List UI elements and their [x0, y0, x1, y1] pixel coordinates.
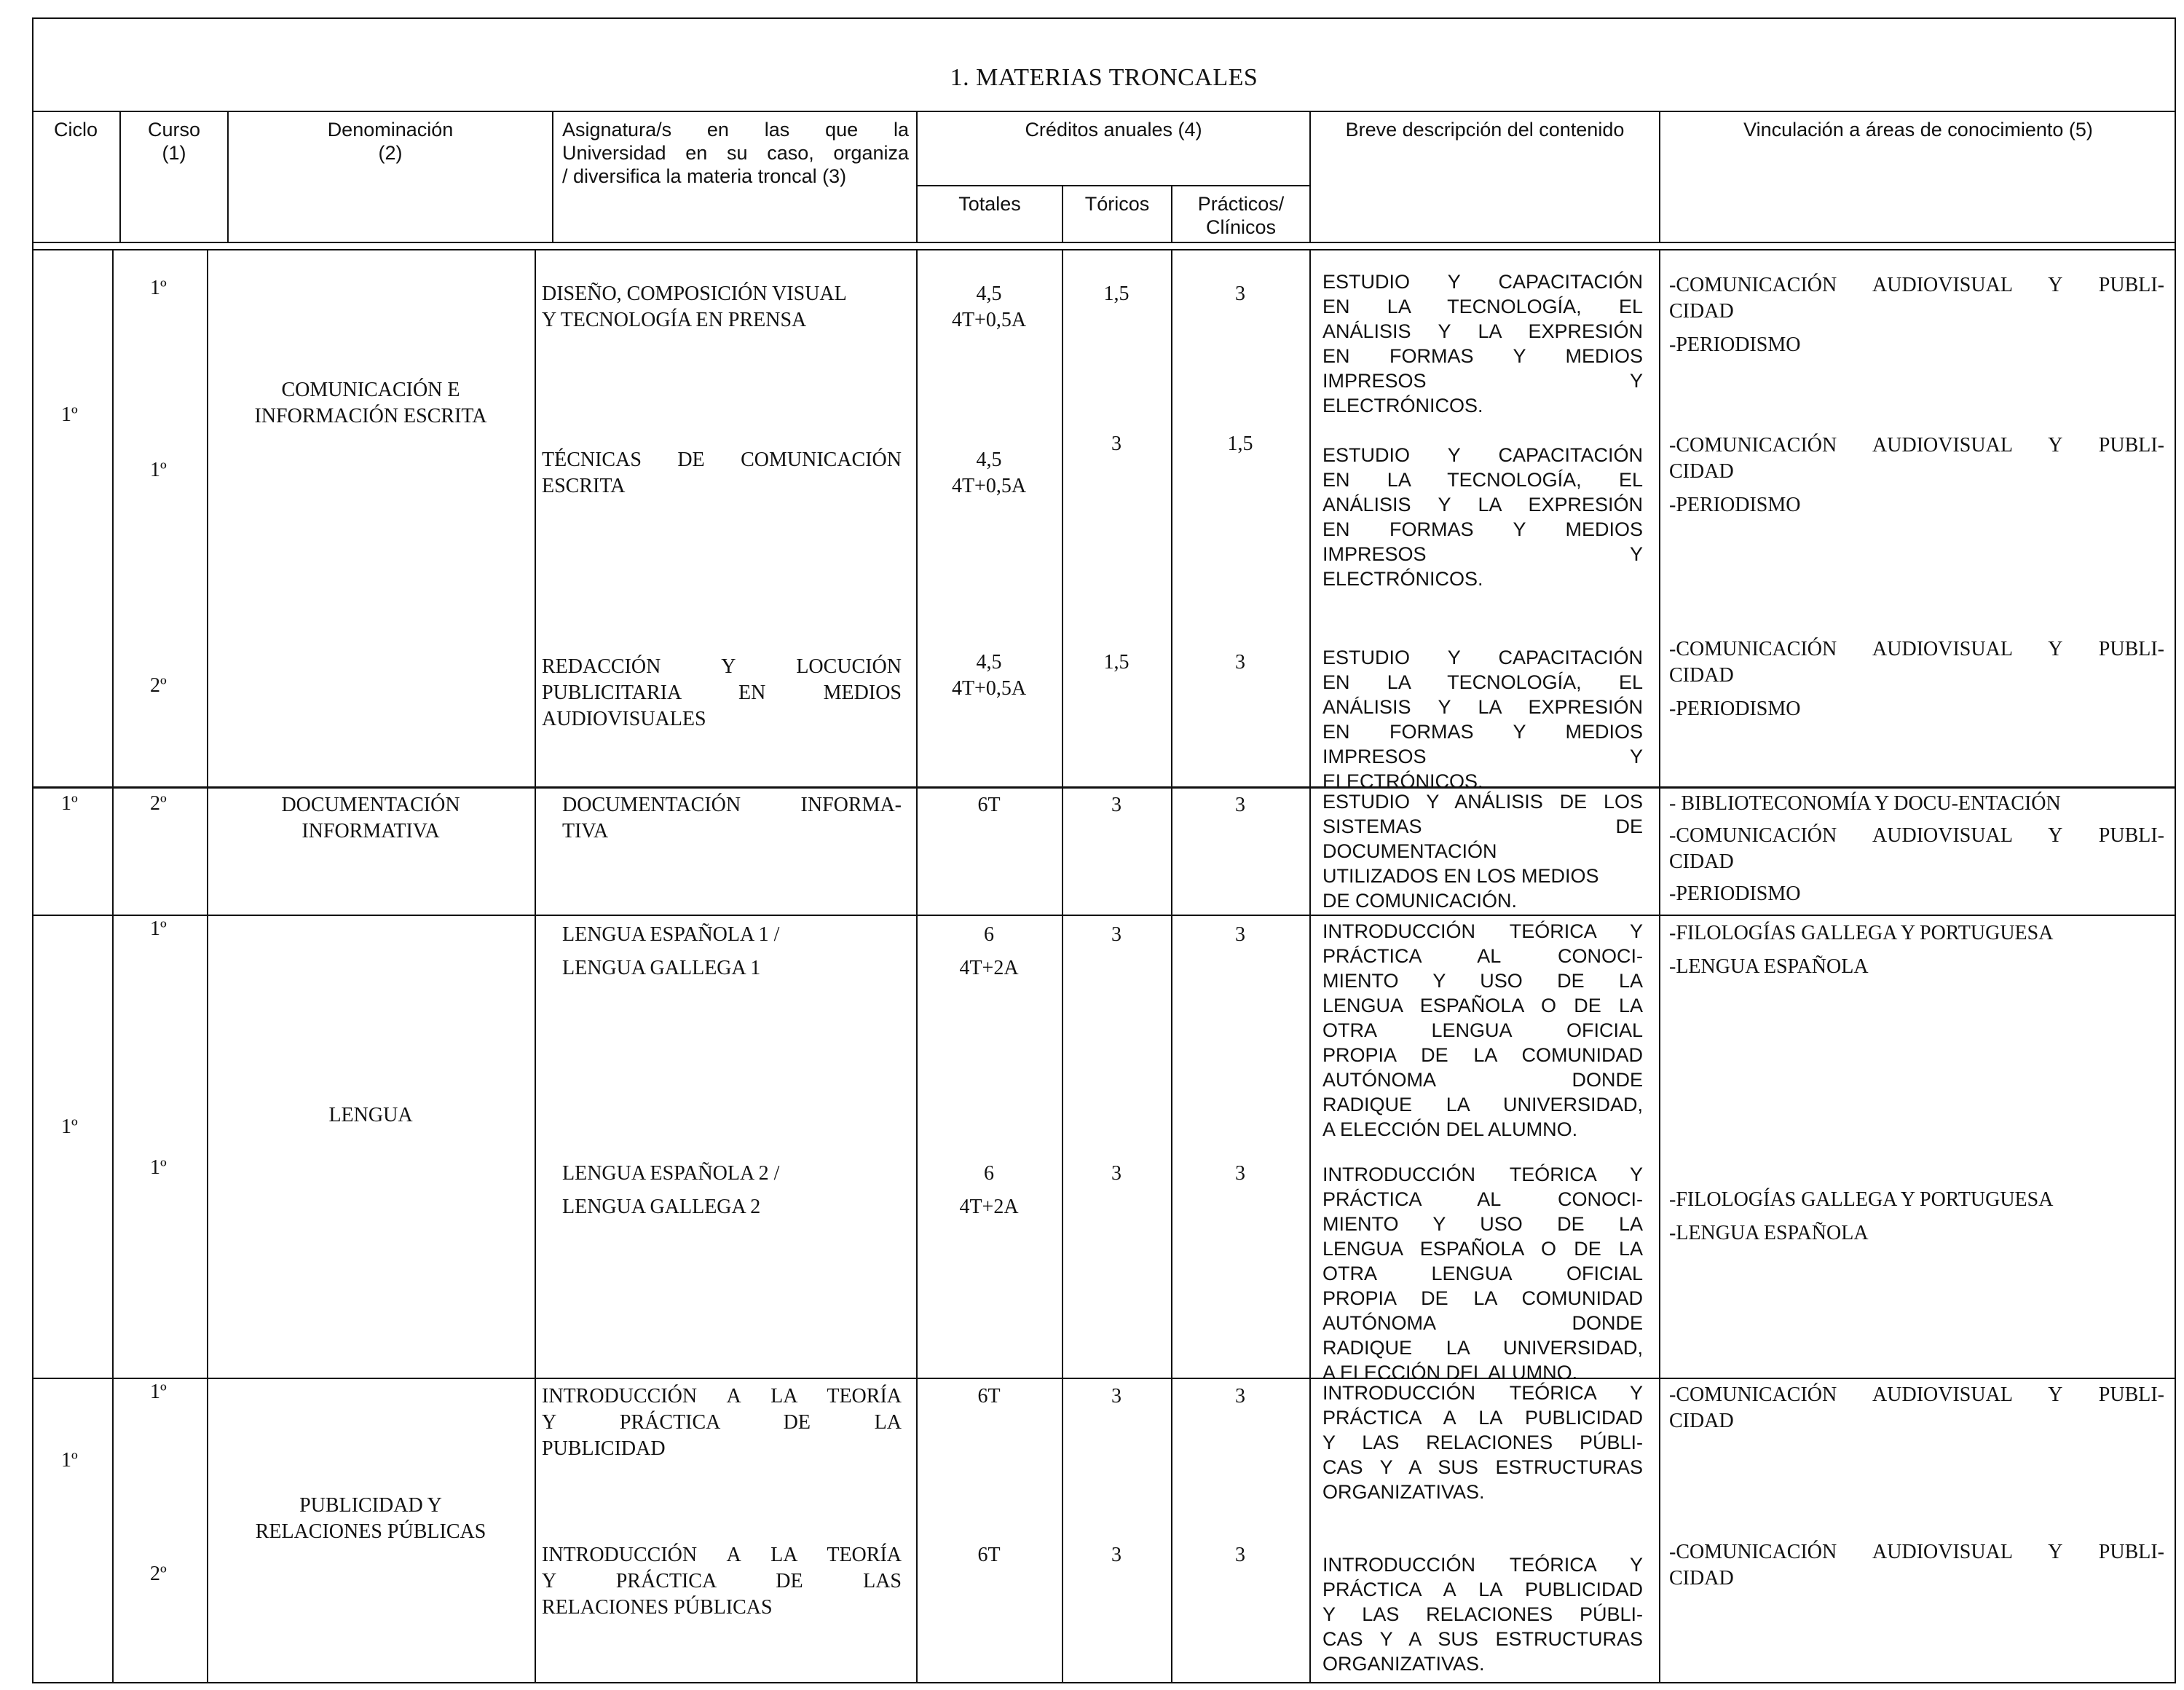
descripcion-cell: ESTUDIO Y ANÁLISIS DE LOS SISTEMAS DE DOCUMENTACIÓN UTILIZADOS EN LOS MEDIOS DE COMUNICACIÓN. [1322, 791, 1643, 912]
asignatura-cell: LENGUA ESPAÑOLA 1 / LENGUA GALLEGA 1 [562, 923, 780, 979]
asignatura-cell: DISEÑO, COMPOSICIÓN VISUAL Y TECNOLOGÍA EN PRENSA [542, 283, 847, 331]
totales-cell: 6 4T+2A [959, 1162, 1019, 1218]
totales-cell: 6T [977, 1544, 1001, 1566]
header-creditos: Créditos anuales (4) [1025, 119, 1202, 141]
denominacion-cell: DOCUMENTACIÓN INFORMATIVA [281, 794, 460, 842]
asignatura-cell: INTRODUCCIÓN A LA TEORÍA Y PRÁCTICA DE LA PUBLICIDAD [542, 1385, 902, 1460]
vinculacion-cell: -COMUNICACIÓN AUDIOVISUAL Y PUBLI- CIDAD [1669, 1541, 2164, 1590]
vinculacion-cell: -COMUNICACIÓN AUDIOVISUAL Y PUBLI- CIDAD -PERIODISMO [1669, 638, 2164, 720]
column-divider [1062, 250, 1063, 1683]
teoricos-cell: 3 [1111, 1162, 1121, 1185]
vinculacion-cell: -FILOLOGÍAS GALLEGA Y PORTUGUESA -LENGUA ESPAÑOLA [1669, 1188, 2054, 1244]
column-divider [535, 250, 536, 1683]
asignatura-cell: LENGUA ESPAÑOLA 2 / LENGUA GALLEGA 2 [562, 1162, 780, 1218]
teoricos-cell: 3 [1111, 433, 1121, 455]
header-divider [916, 185, 1309, 186]
curso-cell: 1º [150, 917, 167, 940]
descripcion-cell: INTRODUCCIÓN TEÓRICA Y PRÁCTICA A LA PUBLICIDAD Y LAS RELACIONES PÚBLI- CAS Y A SUS ESTRUCTURAS ORGANIZATIVAS. [1322, 1382, 1643, 1503]
denominacion-cell: PUBLICIDAD Y RELACIONES PÚBLICAS [255, 1494, 486, 1543]
descripcion-cell: ESTUDIO Y CAPACITACIÓN EN LA TECNOLOGÍA, EL ANÁLISIS Y LA EXPRESIÓN EN FORMAS Y MEDIOS IMPRESOS Y ELECTRÓNICOS. [1322, 271, 1643, 416]
header-denominacion: Denominación (2) [327, 119, 454, 164]
header-divider [552, 112, 553, 243]
document-page [32, 17, 2177, 1685]
teoricos-cell: 1,5 [1103, 651, 1130, 674]
teoricos-cell: 3 [1111, 1385, 1121, 1407]
descripcion-cell: INTRODUCCIÓN TEÓRICA Y PRÁCTICA AL CONOCI- MIENTO Y USO DE LA LENGUA ESPAÑOLA O DE LA OTRA LENGUA OFICIAL PROPIA DE LA COMUNIDAD AUTÓNOMA DONDE RADIQUE LA UNIVERSIDAD, A ELECCIÓN DEL ALUMNO. [1322, 920, 1643, 1140]
totales-cell: 4,5 4T+0,5A [951, 651, 1027, 700]
vinculacion-cell: -COMUNICACIÓN AUDIOVISUAL Y PUBLI- CIDAD [1669, 1383, 2164, 1432]
column-divider [1309, 250, 1311, 1683]
practicos-cell: 3 [1235, 1544, 1245, 1566]
header-asignatura: Asignatura/s en las que la Universidad en su caso, organiza / diversifica la materia troncal (3) [562, 119, 909, 187]
descripcion-cell: ESTUDIO Y CAPACITACIÓN EN LA TECNOLOGÍA, EL ANÁLISIS Y LA EXPRESIÓN EN FORMAS Y MEDIOS IMPRESOS Y ELECTRÓNICOS. [1322, 647, 1643, 792]
totales-cell: 6 4T+2A [959, 923, 1019, 979]
totales-cell: 6T [977, 794, 1001, 816]
column-divider [1659, 250, 1660, 1683]
column-divider [207, 250, 208, 1683]
teoricos-cell: 3 [1111, 923, 1121, 946]
block-separator [32, 1378, 2176, 1379]
body-top-rule [32, 249, 2176, 250]
vinculacion-cell: -COMUNICACIÓN AUDIOVISUAL Y PUBLI- CIDAD -PERIODISMO [1669, 274, 2164, 356]
totales-cell: 4,5 4T+0,5A [951, 283, 1027, 331]
column-divider [1171, 250, 1172, 1683]
practicos-cell: 3 [1235, 923, 1245, 946]
table-title [32, 17, 2176, 112]
teoricos-cell: 3 [1111, 1544, 1121, 1566]
asignatura-cell: REDACCIÓN Y LOCUCIÓN PUBLICITARIA EN MEDIOS AUDIOVISUALES [542, 655, 902, 730]
curso-cell: 1º [150, 459, 167, 481]
asignatura-cell: DOCUMENTACIÓN INFORMA- TIVA [562, 794, 902, 842]
block-separator [32, 786, 2176, 789]
teoricos-cell: 1,5 [1103, 283, 1130, 305]
vinculacion-cell: -FILOLOGÍAS GALLEGA Y PORTUGUESA -LENGUA ESPAÑOLA [1669, 922, 2054, 978]
practicos-cell: 1,5 [1227, 433, 1253, 455]
header-bottom-rule [32, 242, 2176, 243]
denominacion-cell: LENGUA [328, 1104, 413, 1126]
teoricos-cell: 3 [1111, 794, 1121, 816]
practicos-cell: 3 [1235, 1162, 1245, 1185]
curso-cell: 1º [150, 1156, 167, 1179]
vinculacion-cell: - BIBLIOTECONOMÍA Y DOCU-ENTACIÓN -COMUNICACIÓN AUDIOVISUAL Y PUBLI- CIDAD -PERIODISMO [1669, 792, 2164, 905]
header-practicos: Prácticos/ Clínicos [1197, 193, 1285, 238]
totales-cell: 6T [977, 1385, 1001, 1407]
practicos-cell: 3 [1235, 794, 1245, 816]
header-curso: Curso (1) [147, 119, 201, 164]
curso-cell: 1º [150, 277, 167, 299]
header-ciclo: Ciclo [53, 119, 98, 141]
totales-cell: 4,5 4T+0,5A [951, 449, 1027, 497]
practicos-cell: 3 [1235, 1385, 1245, 1407]
descripcion-cell: INTRODUCCIÓN TEÓRICA Y PRÁCTICA A LA PUBLICIDAD Y LAS RELACIONES PÚBLI- CAS Y A SUS ESTRUCTURAS ORGANIZATIVAS. [1322, 1554, 1643, 1675]
curso-cell: 2º [150, 1563, 167, 1585]
ciclo-cell: 1º [61, 403, 78, 426]
practicos-cell: 3 [1235, 651, 1245, 674]
block-separator [32, 915, 2176, 916]
header-vinculacion: Vinculación a áreas de conocimiento (5) [1743, 119, 2093, 141]
curso-cell: 1º [150, 1381, 167, 1403]
header-descripcion: Breve descripción del contenido [1345, 119, 1625, 141]
ciclo-cell: 1º [61, 1116, 78, 1138]
asignatura-cell: TÉCNICAS DE COMUNICACIÓN ESCRITA [542, 449, 902, 497]
descripcion-cell: INTRODUCCIÓN TEÓRICA Y PRÁCTICA AL CONOCI- MIENTO Y USO DE LA LENGUA ESPAÑOLA O DE LA OTRA LENGUA OFICIAL PROPIA DE LA COMUNIDAD AUTÓNOMA DONDE RADIQUE LA UNIVERSIDAD, A ELECCIÓN DEL ALUMNO. [1322, 1164, 1643, 1383]
curso-cell: 2º [150, 792, 167, 815]
header-totales: Totales [958, 193, 1021, 215]
denominacion-cell: COMUNICACIÓN E INFORMACIÓN ESCRITA [254, 379, 487, 427]
curso-cell: 2º [150, 674, 167, 697]
ciclo-cell: 1º [61, 792, 78, 815]
practicos-cell: 3 [1235, 283, 1245, 305]
descripcion-cell: ESTUDIO Y CAPACITACIÓN EN LA TECNOLOGÍA, EL ANÁLISIS Y LA EXPRESIÓN EN FORMAS Y MEDIOS IMPRESOS Y ELECTRÓNICOS. [1322, 444, 1643, 590]
header-teoricos: Tóricos [1084, 193, 1150, 215]
title-text: 1. MATERIAS TRONCALES [950, 64, 1258, 91]
vinculacion-cell: -COMUNICACIÓN AUDIOVISUAL Y PUBLI- CIDAD -PERIODISMO [1669, 434, 2164, 516]
asignatura-cell: INTRODUCCIÓN A LA TEORÍA Y PRÁCTICA DE LAS RELACIONES PÚBLICAS [542, 1544, 902, 1619]
column-divider [112, 250, 114, 1683]
ciclo-cell: 1º [61, 1449, 78, 1472]
